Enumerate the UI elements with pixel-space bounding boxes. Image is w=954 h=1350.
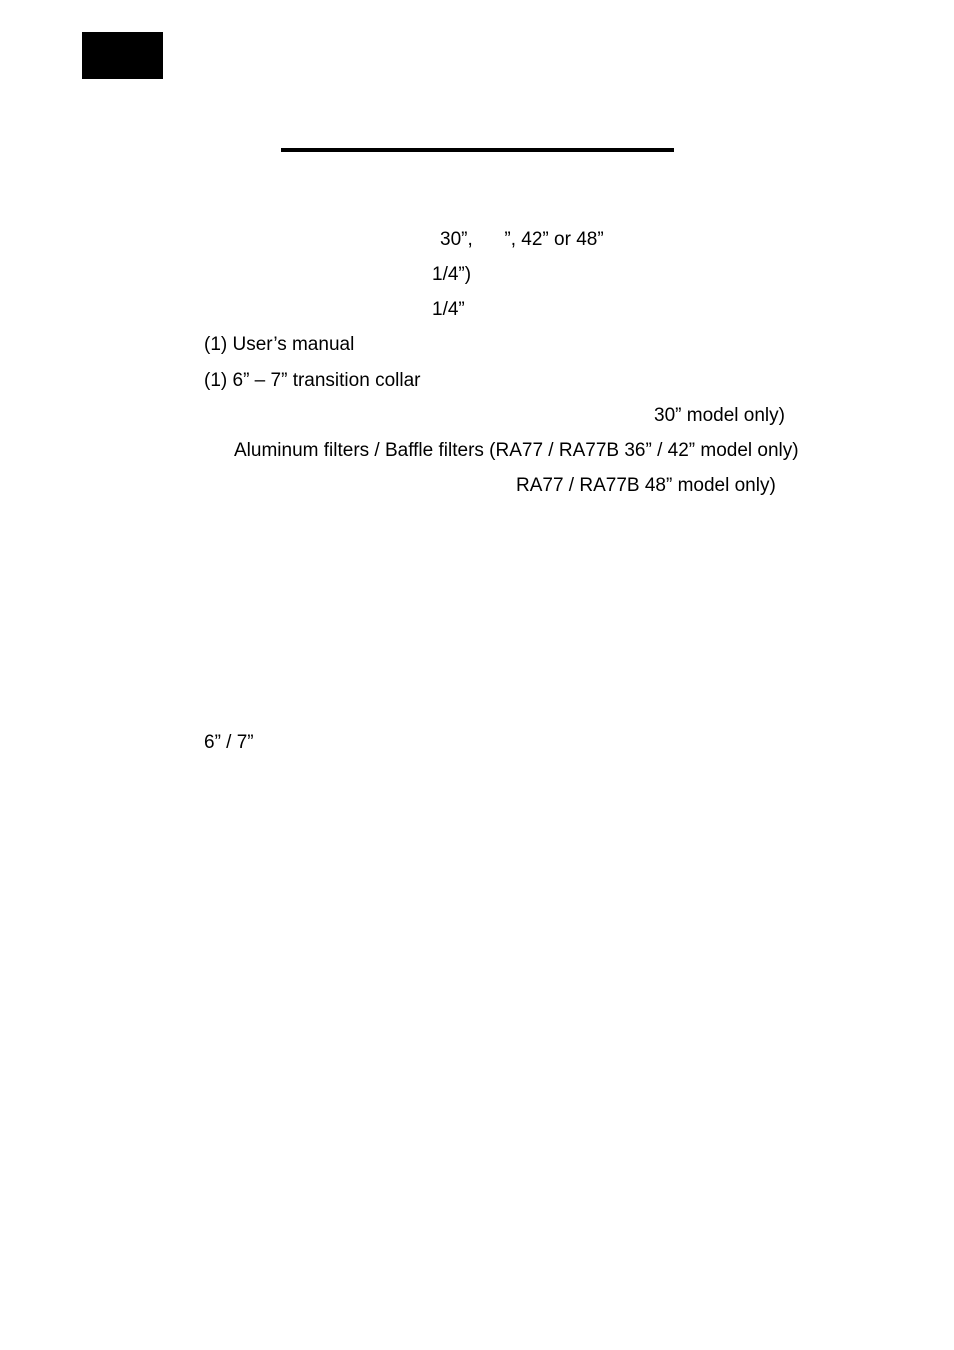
text-line-30-model: 30” model only) <box>654 405 785 426</box>
text-line-transition-collar: (1) 6” – 7” transition collar <box>204 370 421 391</box>
text-line-sizes: 30”, ”, 42” or 48” <box>440 229 604 250</box>
text-line-fraction-1: 1/4”) <box>432 264 472 285</box>
text-line-duct-size: 6” / 7” <box>204 732 254 753</box>
text-line-48-model: RA77 / RA77B 48” model only) <box>516 475 776 496</box>
text-line-fraction-2: 1/4” <box>432 299 465 320</box>
text-line-users-manual: (1) User’s manual <box>204 334 355 355</box>
text-line-filters: Aluminum filters / Baffle filters (RA77 / RA77B 36” / 42” model only) <box>234 440 799 461</box>
corner-black-block <box>82 32 163 79</box>
title-underline-rule <box>281 148 674 152</box>
